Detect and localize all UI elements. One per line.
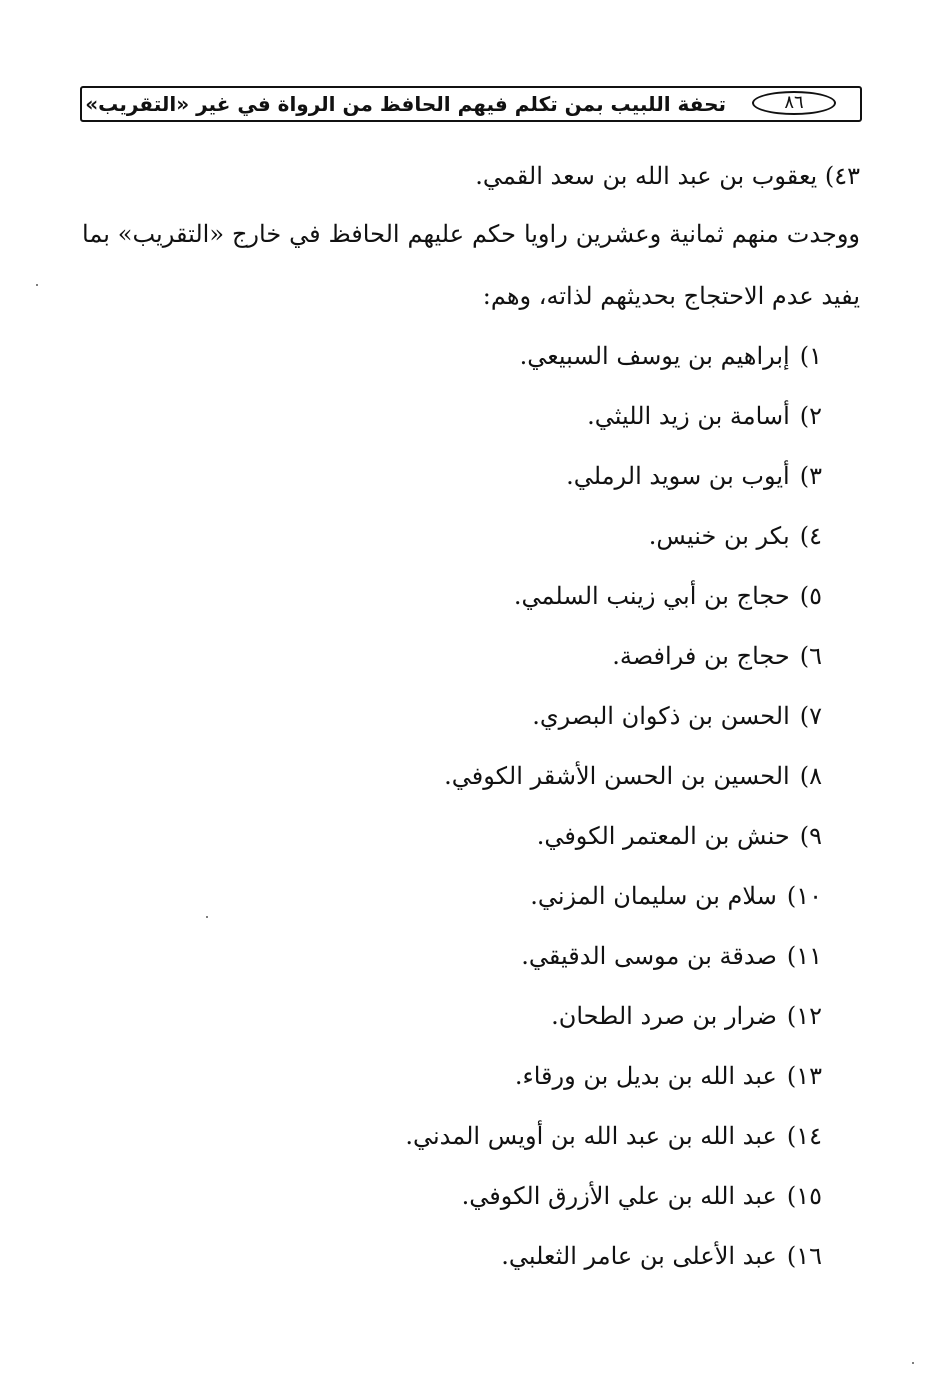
list-item-number: ٨) — [799, 762, 822, 790]
list-item-text: أيوب بن سويد الرملي. — [566, 462, 790, 490]
list-item — [537, 816, 822, 856]
list-item-text: الحسين بن الحسن الأشقر الكوفي. — [444, 762, 790, 790]
list-item-number: ١١) — [786, 942, 822, 970]
list-item — [501, 1236, 822, 1276]
list-item-text: حجاج بن أبي زينب السلمي. — [513, 582, 790, 610]
list-item-text: عبد الله بن علي الأزرق الكوفي. — [461, 1182, 777, 1210]
list-item-number: ١٠) — [786, 882, 822, 910]
scan-speck — [36, 284, 38, 286]
list-item-number: ٩) — [799, 822, 822, 850]
list-item-text: حنش بن المعتمر الكوفي. — [536, 822, 790, 850]
list-item-text: سلام بن سليمان المزني. — [530, 882, 777, 910]
list-item — [649, 516, 822, 556]
entry-43-text: يعقوب بن عبد الله بن سعد القمي. — [475, 162, 818, 190]
list-item-number: ١٥) — [786, 1182, 822, 1210]
list-item — [530, 876, 822, 916]
list-item-number: ١٦) — [786, 1242, 822, 1270]
list-item — [514, 576, 822, 616]
list-item — [587, 396, 822, 436]
list-item-number: ١٢) — [786, 1002, 822, 1030]
list-item-text: إبراهيم بن يوسف السبيعي. — [519, 342, 790, 370]
scan-speck — [912, 1362, 914, 1364]
list-item — [521, 936, 822, 976]
list-item — [532, 696, 822, 736]
list-item-text: ضرار بن صرد الطحان. — [551, 1002, 777, 1030]
list-item-number: ٤) — [799, 522, 822, 550]
list-item — [551, 996, 822, 1036]
list-item-number: ٥) — [799, 582, 822, 610]
list-item-number: ٣) — [799, 462, 822, 490]
header-title: تحفة اللبيب بمن تكلم فيهم الحافظ من الرواة في غير «التقريب» — [85, 92, 726, 116]
list-item-number: ١٤) — [786, 1122, 822, 1150]
list-item-text: عبد الأعلى بن عامر الثعلبي. — [501, 1242, 777, 1270]
list-item-number: ٦) — [799, 642, 822, 670]
list-item-number: ١) — [799, 342, 822, 370]
running-header — [80, 86, 862, 122]
list-item — [405, 1116, 822, 1156]
paragraph-line-1: ووجدت منهم ثمانية وعشرين راويا حكم عليهم الحافظ في خارج «التقريب» بما — [82, 220, 860, 248]
list-item-text: الحسن بن ذكوان البصري. — [532, 702, 790, 730]
list-item-text: بكر بن خنيس. — [648, 522, 790, 550]
paragraph-line-2: يفيد عدم الاحتجاج بحديثهم لذاته، وهم: — [482, 282, 860, 310]
list-item — [566, 456, 822, 496]
list-item-text: عبد الله بن بديل بن ورقاء. — [514, 1062, 777, 1090]
entry-43 — [475, 156, 860, 196]
scan-speck — [206, 916, 208, 918]
list-item-number: ٧) — [799, 702, 822, 730]
list-item — [515, 1056, 822, 1096]
list-item — [612, 636, 822, 676]
list-item — [462, 1176, 822, 1216]
page-number: ٨٦ — [752, 91, 836, 115]
list-item-text: صدقة بن موسى الدقيقي. — [521, 942, 777, 970]
entry-43-number: ٤٣) — [824, 162, 860, 190]
list-item — [520, 336, 822, 376]
list-item-number: ١٣) — [786, 1062, 822, 1090]
list-item-number: ٢) — [799, 402, 822, 430]
list-item-text: حجاج بن فرافصة. — [612, 642, 790, 670]
list-item — [444, 756, 822, 796]
list-item-text: أسامة بن زيد الليثي. — [587, 402, 790, 430]
list-item-text: عبد الله بن عبد الله بن أويس المدني. — [405, 1122, 777, 1150]
